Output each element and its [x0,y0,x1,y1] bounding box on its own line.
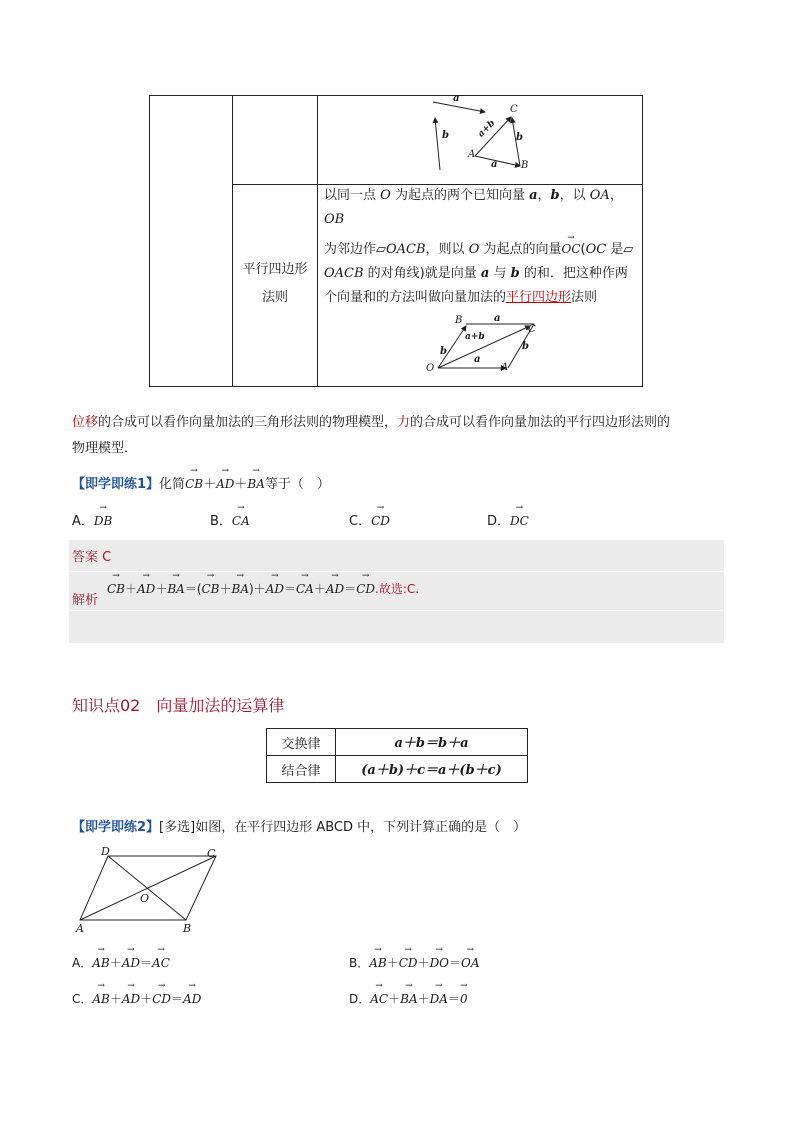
label-a: a [453,93,460,104]
analysis-line [72,589,98,608]
note-text: 的合成可以看作向量加法的平行四边形法则的 [410,415,671,430]
answer-label: 答案 [72,550,99,565]
label-B: B [183,922,192,935]
label-A: A [76,922,84,935]
laws-table [266,728,528,783]
label-O: O [426,363,435,374]
label-B: B [455,315,463,326]
label-a: a [491,159,498,170]
option-B[interactable]: B．→ AB＋→ CD＋→ DO＝→ OA [349,951,480,971]
note-text: 物理模型． [72,441,138,456]
vector: → AB [92,987,109,1006]
option-C[interactable]: C．→ AB＋→ AD＋→ CD＝→ AD [72,987,201,1007]
option-letter: D． [349,992,371,1006]
highlight-force: 力 [397,415,411,430]
option-C[interactable] [349,509,390,529]
vector: → AD [122,987,140,1006]
note-text: 的合成可以看作向量加法的三角形法则的物理模型， [98,415,398,430]
diagonal-AC [80,856,216,920]
section-title: 知识点02 向量加法的运算律 [72,696,285,715]
vector: → BA [400,987,417,1006]
option-D[interactable] [487,509,529,529]
label-D: D [101,845,110,858]
table-divider [317,96,318,386]
vector: → AC [370,987,388,1006]
parallelogram-abcd-figure [76,852,221,924]
table-divider [267,755,527,756]
label-C: C [510,104,518,115]
label-O: O [140,892,150,905]
vector: → DB [94,509,112,528]
vector: → AB [369,951,386,970]
parallelogram-rule-label [233,256,317,312]
diagonal-BD [108,856,186,920]
label-C: C [528,324,536,335]
answer-line [72,546,111,565]
option-letter: A． [72,956,93,970]
analysis-conclusion: .故选:C. [375,582,420,596]
vector: → DA [430,987,448,1006]
label-b: b [516,132,523,143]
option-letter: D． [487,514,511,529]
vector: → AD [183,987,201,1006]
option-letter: C． [72,992,93,1006]
vector: → 0 [460,987,468,1006]
vector: → CA [232,509,250,528]
vector: → OA [461,951,480,970]
answer-box [69,540,724,643]
vector: → CB [185,472,203,491]
option-D[interactable]: D．→ AC＋→ BA＋→ DA＝→ 0 [349,987,468,1007]
practice-tag: 【即学即练2】 [72,820,160,835]
parallelogram-rule-description: 以同一点 O 为起点的两个已知向量 a，b，以 OA，OB 为邻边作▱OACB，则以 O 为起点的向量→ OC(OC 是▱ OACB 的对角线)就是向量 a 与 b 的和．把这种作两 个向量和的方法叫做向量加法的平行四边形法则 [324,184,639,310]
label-C: C [207,847,216,860]
table-divider [232,96,233,386]
question-text: 等于（ ） [264,477,330,492]
label-A: A [501,362,509,373]
option-A[interactable]: A．→ AB＋→ AD＝→ AC [72,951,170,971]
answer-separator [69,610,724,611]
physics-note [72,410,732,462]
vector-b-free [435,118,440,170]
label-A: A [468,149,476,160]
vector: → AD [122,951,140,970]
label-a: a [474,354,481,365]
label-B: B [521,160,529,171]
label-a-plus-b: a+b [476,118,498,140]
triangle-edge-a [475,156,520,166]
analysis-formula: → CB＋→ AD＋→ BA＝(→ CB＋→ BA)＋→ AD＝→ CA＋→ AD＝→ CD.故选:C. [107,577,419,597]
vector: → DC [510,509,529,528]
label-line: 法则 [261,290,288,305]
practice-1-question: 【即学即练1】化简→ CB＋→ AD＋→ BA等于（ ） [72,472,330,492]
label-b: b [522,341,529,352]
label-line: 平行四边形 [242,262,308,277]
option-letter: B． [210,514,232,529]
vector: → DO [430,951,449,970]
rules-table [149,95,643,387]
vector: → AB [92,951,109,970]
option-A[interactable] [72,509,112,529]
answer-value: C [102,550,112,565]
law-name: 交换律 [281,737,321,752]
highlight-displacement: 位移 [72,415,99,430]
question-text: [多选]如图，在平行四边形 ABCD 中，下列计算正确的是（ ） [159,820,527,835]
option-letter: B． [349,956,370,970]
option-letter: A． [72,514,94,529]
law-name: 结合律 [281,764,321,779]
practice-tag: 【即学即练1】 [72,477,160,492]
vector: → CD [399,951,418,970]
analysis-label: 解析 [72,593,99,608]
vector: → AC [152,951,170,970]
vector: → AD [216,472,234,491]
label-a: a [494,313,501,324]
question-text: 化简 [159,477,186,492]
label-b: b [442,130,449,141]
vector: → CD [152,987,171,1006]
label-a-plus-b: a+b [465,332,485,342]
option-letter: C． [349,514,372,529]
practice-2-question [72,816,526,835]
option-B[interactable] [210,509,250,529]
law-formula: a＋b＝b＋a [394,736,469,751]
vector: → BA [247,472,264,491]
vector: → CD [371,509,390,528]
law-formula: (a＋b)＋c＝a＋(b＋c) [361,763,502,778]
label-b: b [440,346,447,357]
